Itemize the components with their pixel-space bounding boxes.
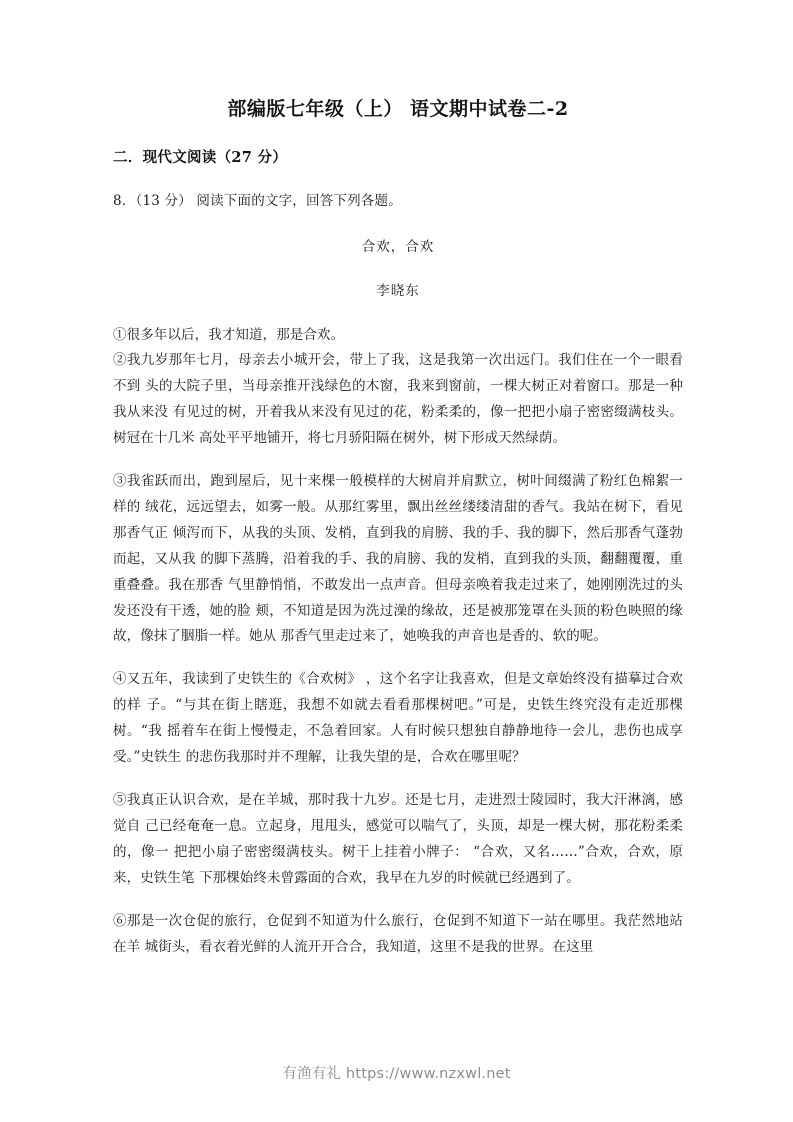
passage-paragraph: ③我雀跃而出，跑到屋后，见十来棵一般模样的大树肩并肩默立，树叶间缀满了粉红色棉絮一样的 绒花，远远望去，如雾一般。从那红雾里，飘出丝丝缕缕清甜的香气。我站在树下，看见那香气正 倾泻而下，从我的头顶、发梢，直到我的肩膀、我的手、我的脚下，然后那香气蓬勃而起，又从我 的脚下蒸腾，沿着我的手、我的肩膀、我的发梢，直到我的头顶，翻翻覆覆，重重叠叠。我在那香 气里静悄悄，不敢发出一点声音。但母亲唤着我走过来了，她刚刚洗过的头发还没有干透，她的脸 颊，不知道是因为洗过澡的缘故，还是被那笼罩在头顶的粉色映照的缘故，像抹了胭脂一样。她从 那香气里走过来了，她唤我的声音也是香的、软的呢。 <box>113 473 683 645</box>
passage-paragraph: ②我九岁那年七月，母亲去小城开会，带上了我，这是我第一次出远门。我们住在一个一眼看不到 头的大院子里，当母亲推开浅绿色的木窗，我来到窗前，一棵大树正对着窗口。那是一种我从来没 有见过的树，开着我从来没有见过的花，粉柔柔的，像一把把小扇子密密缀满枝头。树冠在十几米 高处平平地铺开，将七月骄阳隔在树外，树下形成天然绿荫。 <box>113 352 683 447</box>
passage-paragraph: ①很多年以后，我才知道，那是合欢。 <box>113 326 345 343</box>
passage-paragraph: ④又五年，我读到了史铁生的《合欢树》 ，这个名字让我喜欢，但是文章始终没有描摹过合欢的样 子。“与其在街上瞎逛，我想不如就去看看那棵树吧。”可是，史铁生终究没有走近那棵树。“我 摇着车在街上慢慢走，不急着回家。人有时候只想独自静静地待一会儿，悲伤也成享受。”史铁生 的悲伤我那时并不理解，让我失望的是，合欢在哪里呢？ <box>113 671 683 766</box>
passage-author: 李晓东 <box>376 282 420 299</box>
page-title: 部编版七年级（上） 语文期中试卷二-2 <box>227 98 569 120</box>
section-heading: 二．现代文阅读（27 分） <box>113 148 288 166</box>
passage-body <box>113 299 683 961</box>
footer-watermark: 有渔有礼 https://www.nzxwl.net <box>282 1066 511 1082</box>
passage-paragraph: ⑥那是一次仓促的旅行，仓促到不知道为什么旅行，仓促到不知道下一站在哪里。我茫然地站在羊 城街头，看衣着光鲜的人流开开合合，我知道，这里不是我的世界。在这里 <box>113 912 683 955</box>
page-content <box>113 0 683 960</box>
passage-paragraph: ⑤我真正认识合欢，是在羊城，那时我十九岁。还是七月，走进烈士陵园时，我大汗淋漓，感觉自 己已经奄奄一息。立起身，甩甩头，感觉可以喘气了，头顶，却是一棵大树，那花粉柔柔的，像一 把把小扇子密密缀满枝头。树干上挂着小牌子： “合欢，又名……”合欢，合欢，原来，史铁生笔 下那棵始终未曾露面的合欢，我早在九岁的时候就已经遇到了。 <box>113 792 683 886</box>
question-prompt: 8．（13 分） 阅读下面的文字，回答下列各题。 <box>113 192 402 209</box>
passage-title: 合欢，合欢 <box>361 238 435 255</box>
